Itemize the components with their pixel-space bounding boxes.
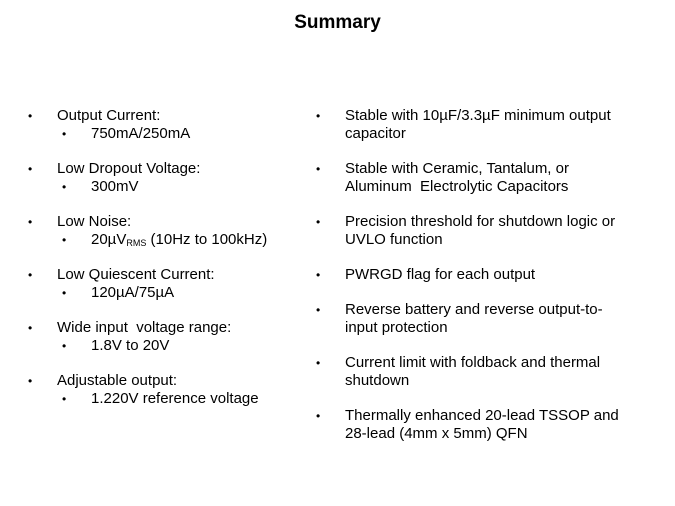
stable-capacitor-line1: Stable with 10µF/3.3µF minimum output — [345, 107, 611, 124]
shutdown-threshold-line2: UVLO function — [345, 231, 443, 248]
bullet-icon: • — [316, 409, 321, 423]
bullet-icon: • — [28, 162, 33, 176]
bullet-icon: • — [316, 268, 321, 282]
reverse-protection-line1: Reverse battery and reverse output-to- — [345, 301, 603, 318]
bullet-icon: • — [28, 109, 33, 123]
current-limit-line1: Current limit with foldback and thermal — [345, 354, 601, 371]
pwrgd-flag-line1: PWRGD flag for each output — [345, 266, 536, 283]
bullet-icon: • — [62, 233, 67, 247]
stable-capacitor-line2: capacitor — [345, 125, 406, 142]
input-voltage-label: Wide input voltage range: — [57, 319, 232, 336]
slide-title: Summary — [294, 12, 381, 33]
shutdown-threshold-line1: Precision threshold for shutdown logic or — [345, 213, 616, 230]
bullet-icon: • — [62, 339, 67, 353]
low-noise-label: Low Noise: — [57, 213, 132, 230]
bullet-icon: • — [62, 127, 67, 141]
quiescent-current-value: 120µA/75µA — [91, 284, 175, 301]
bullet-icon: • — [316, 303, 321, 317]
adjustable-output-label: Adjustable output: — [57, 372, 178, 389]
bullet-icon: • — [62, 286, 67, 300]
package-line1: Thermally enhanced 20-lead TSSOP and — [345, 407, 619, 424]
bullet-icon: • — [62, 180, 67, 194]
bullet-icon: • — [316, 356, 321, 370]
input-voltage-value: 1.8V to 20V — [91, 337, 170, 354]
quiescent-current-label: Low Quiescent Current: — [57, 266, 215, 283]
bullet-icon: • — [316, 215, 321, 229]
bullet-icon: • — [28, 374, 33, 388]
low-noise-value: 20µV$_{RMS}$ (10Hz to 100kHz) — [91, 231, 268, 248]
reverse-protection-line2: input protection — [345, 319, 448, 336]
output-current-label: Output Current: — [57, 107, 161, 124]
bullet-icon: • — [316, 109, 321, 123]
bullet-icon: • — [316, 162, 321, 176]
capacitor-types-line2: Aluminum Electrolytic Capacitors — [345, 178, 569, 195]
current-limit-line2: shutdown — [345, 372, 410, 389]
bullet-icon: • — [62, 392, 67, 406]
capacitor-types-line1: Stable with Ceramic, Tantalum, or — [345, 160, 569, 177]
adjustable-output-value: 1.220V reference voltage — [91, 390, 259, 407]
dropout-voltage-label: Low Dropout Voltage: — [57, 160, 201, 177]
package-line2: 28-lead (4mm x 5mm) QFN — [345, 425, 528, 442]
dropout-voltage-value: 300mV — [91, 178, 139, 195]
output-current-value: 750mA/250mA — [91, 125, 191, 142]
bullet-icon: • — [28, 215, 33, 229]
bullet-icon: • — [28, 268, 33, 282]
bullet-icon: • — [28, 321, 33, 335]
